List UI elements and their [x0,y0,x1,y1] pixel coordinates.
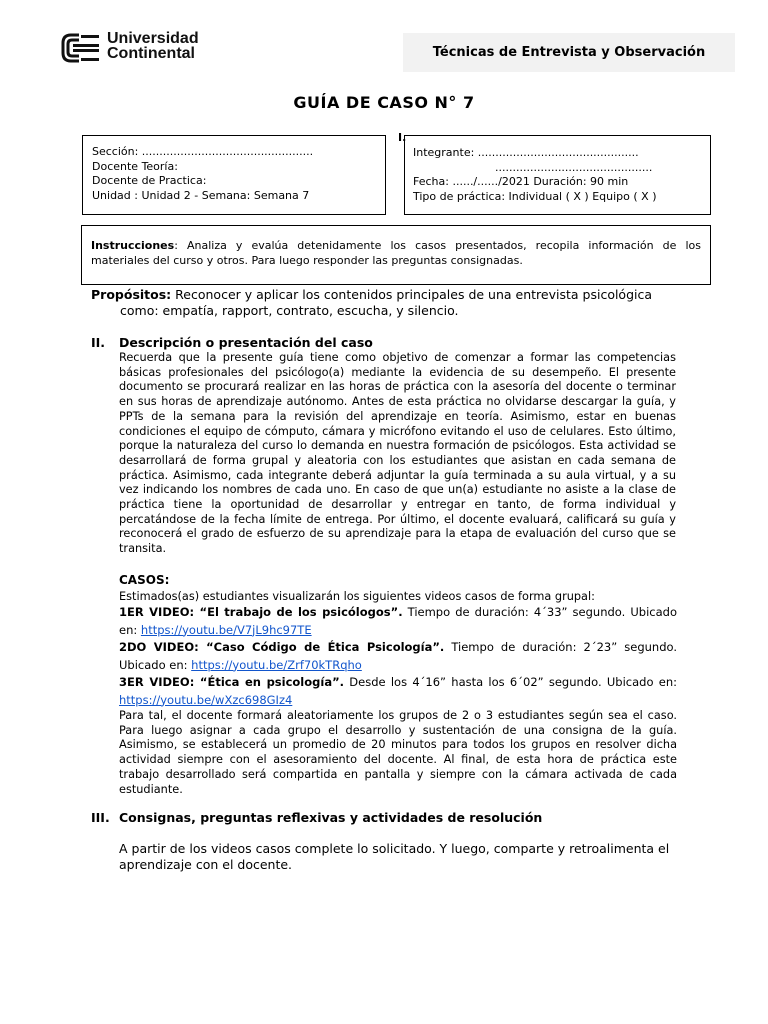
continental-logo-icon [61,33,101,63]
video-3-link[interactable]: https://youtu.be/wXzc698GIz4 [119,692,293,707]
course-info-box [82,135,386,215]
video-2-label: 2DO VIDEO: “Caso Código de Ética Psicología”. [119,640,445,654]
video-1-text: Tiempo de duración: 4´33” segundo. Ubicado en: [119,605,677,637]
integrante-field: Integrante: .............................................. [413,146,639,159]
propositos-label: Propósitos: [91,287,172,302]
casos-heading: CASOS: [119,573,170,587]
logo-line-2: Continental [107,45,195,62]
video-item [119,604,677,639]
university-logo [61,31,211,65]
fecha-field: Fecha: ....../....../2021 Duración: 90 min [413,175,629,188]
unidad-field: Unidad : Unidad 2 - Semana: Semana 7 [92,188,310,202]
section-number-ii: II. [91,335,106,350]
propositos-line-1: Reconocer y aplicar los contenidos principales de una entrevista psicológica [171,287,653,302]
video-3-label: 3ER VIDEO: “Ética en psicología”. [119,675,345,689]
propositos-line-2: como: empatía, rapport, contrato, escucha, y silencio. [120,303,459,318]
casos-closing: Para tal, el docente formará aleatoriamente los grupos de 2 o 3 estudiantes según sea el caso. Para luego asignar a cada grupo el desarrollo y sustentación de una consigna de la guía. Asimismo, se establecerá un promedio de 20 minutos para todos los grupos en resolver dicha actividad siempre con el asesoramiento del docente. Al final, de esta hora de práctica este trabajo desarrollado será compartida en pantalla y siempre con la cámara activada de cada estudiante. [119,709,677,796]
instructions-box [81,225,711,285]
propositos [91,287,691,319]
docente-practica-field: Docente de Practica: [92,174,207,187]
video-item [119,674,677,709]
logo-line-1: Universidad [107,30,199,47]
video-1-label: 1ER VIDEO: “El trabajo de los psicólogos”. [119,605,403,619]
tipo-practica-field: Tipo de práctica: Individual ( X ) Equipo ( X ) [413,189,657,203]
instructions-text: : Analiza y evalúa detenidamente los casos presentados, recopila información de los materiales del curso y otros. Para luego responder las preguntas consignadas. [91,239,701,267]
video-2-text: Tiempo de duración: 2´23” segundo. Ubicado en: [119,640,677,672]
casos-block [119,573,677,797]
instructions-label: Instrucciones [91,239,175,252]
video-1-link[interactable]: https://youtu.be/V7jL9hc97TE [140,622,312,637]
student-info-box [404,135,711,215]
seccion-field: Sección: ................................................. [92,145,314,158]
casos-intro: Estimados(as) estudiantes visualizarán los siguientes videos casos de forma grupal: [119,590,595,603]
video-3-text: Desde los 4´16” hasta los 6´02” segundo. Ubicado en: [344,675,677,689]
section-ii-heading: Descripción o presentación del caso [119,335,373,350]
section-number-iii: III. [91,810,110,825]
integrante-field-continued: ............................................. [495,160,653,174]
document-title: GUÍA DE CASO N° 7 [293,93,475,112]
video-2-link[interactable]: https://youtu.be/Zrf70kTRqho [191,657,362,672]
section-ii-paragraph: Recuerda que la presente guía tiene como objetivo de comenzar a formar las competencias básicas profesionales del psicólogo(a) mediante la evidencia de su desempeño. El presente documento se procurará realizar en las horas de práctica con la asesoría del docente o terminar en sus horas de aprendizaje autónomo. Antes de esta práctica no olvidarse descargar la guía, y PPTs de la semana para la revisión del aprendizaje en teoría. Asimismo, estar en buenas condiciones el equipo de cómputo, cámara y micrófono evitando el uso de celulares. Esto último, porque la naturaleza del curso lo demanda en nuestra formación de psicólogos. Esta actividad se desarrollará de forma grupal y aleatoria con los estudiantes que asistan en cada semana de práctica. Asimismo, cada integrante deberá adjuntar la guía terminada a su aula virtual, y a su vez indicando los nombres de cada uno. En caso de que un(a) estudiante no asiste a la clase de práctica tiene la oportunidad de desarrollar y entregar en tanto, de forma individual y percatándose de la fecha límite de entrega. Por último, el docente evaluará, calificará su guía y reconocerá el grado de esfuerzo de su aprendizaje para la etapa de evaluación del curso que se transita. [119,351,676,556]
course-title: Técnicas de Entrevista y Observación [403,33,735,72]
section-iii-heading: Consignas, preguntas reflexivas y actividades de resolución [119,810,543,825]
section-number-i: I. [398,131,407,144]
section-iii-paragraph: A partir de los videos casos complete lo solicitado. Y luego, comparte y retroalimenta el aprendizaje con el docente. [119,841,670,872]
video-item [119,639,677,674]
docente-teoria-field: Docente Teoría: [92,159,178,173]
